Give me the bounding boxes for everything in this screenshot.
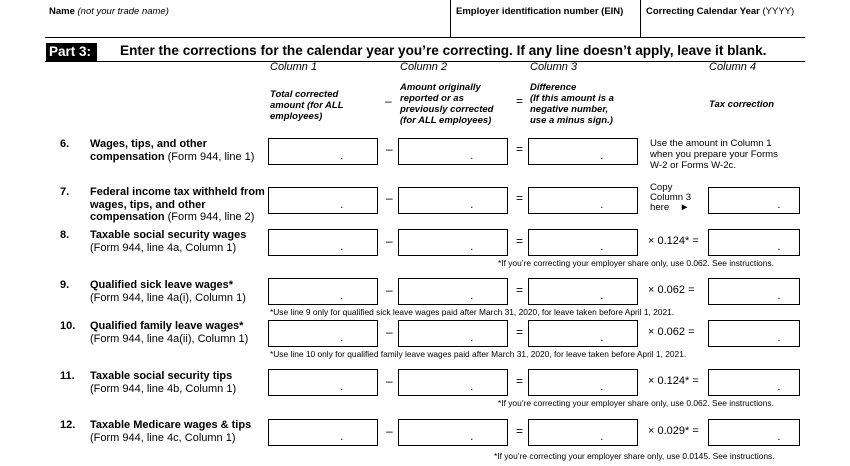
line-7-column-4-input[interactable]: . <box>708 187 800 214</box>
arrow-right-icon: ► <box>679 202 690 213</box>
minus-sign: – <box>386 325 393 339</box>
line-11-multiplier: × 0.124* = <box>648 375 699 387</box>
minus-sign: – <box>386 374 393 388</box>
correcting-year-field[interactable] <box>640 0 805 38</box>
line-8-column-4-input[interactable]: . <box>708 229 800 256</box>
line-12-column-4-input[interactable]: . <box>708 419 800 446</box>
column-4-description: Tax correction <box>709 99 775 110</box>
name-hint: (not your trade name) <box>77 6 169 17</box>
line-10-multiplier: × 0.062 = <box>648 326 695 338</box>
header-row <box>45 0 805 38</box>
line-9-column-4-input[interactable]: . <box>708 278 800 305</box>
column-3-description: Difference (If this amount is a negative number, use a minus sign.) <box>530 82 614 126</box>
line-12-footnote: *If you’re correcting your employer share only, use 0.0145. See instructions. <box>494 451 775 461</box>
line-10-label: Qualified family leave wages* (Form 944, line 4a(ii), Column 1) <box>90 320 249 345</box>
line-7-column-2-input[interactable]: . <box>398 187 508 214</box>
minus-sign: – <box>385 94 392 108</box>
line-10-column-4-input[interactable]: . <box>708 320 800 347</box>
line-number: 7. <box>60 186 70 198</box>
ein-field[interactable] <box>450 0 640 38</box>
line-11-column-3-input[interactable]: . <box>528 369 638 396</box>
minus-sign: – <box>386 191 393 205</box>
line-8-multiplier: × 0.124* = <box>648 235 699 247</box>
line-12-column-2-input[interactable]: . <box>398 419 508 446</box>
equals-sign: = <box>516 142 524 156</box>
equals-sign: = <box>516 325 524 339</box>
line-9-column-2-input[interactable]: . <box>398 278 508 305</box>
line-9-column-1-input[interactable]: . <box>268 278 378 305</box>
part-title: Enter the corrections for the calendar year you’re correcting. If any line doesn’t apply, leave it blank. <box>120 43 767 58</box>
correcting-year-hint: (YYYY) <box>762 6 795 17</box>
line-10-footnote: *Use line 10 only for qualified family leave wages paid after March 31, 2020, for leave taken before April 1, 2021. <box>270 349 687 359</box>
part-badge: Part 3: <box>46 43 97 61</box>
line-11-column-4-input[interactable]: . <box>708 369 800 396</box>
line-11-column-2-input[interactable]: . <box>398 369 508 396</box>
line-9-column-3-input[interactable]: . <box>528 278 638 305</box>
column-1-description: Total corrected amount (for ALL employees) <box>270 89 344 122</box>
column-2-heading: Column 2 <box>400 61 448 73</box>
line-12-multiplier: × 0.029* = <box>648 425 699 437</box>
line-8-label: Taxable social security wages (Form 944, line 4a, Column 1) <box>90 229 247 254</box>
line-number: 8. <box>60 229 70 241</box>
column-1-heading: Column 1 <box>270 61 318 73</box>
correcting-year-label: Correcting Calendar Year <box>646 6 760 17</box>
line-6-column-2-input[interactable]: . <box>398 138 508 165</box>
line-9-multiplier: × 0.062 = <box>648 284 695 296</box>
column-2-description: Amount originally reported or as previously corrected (for ALL employees) <box>400 82 494 126</box>
equals-sign: = <box>516 191 524 205</box>
line-11-label: Taxable social security tips (Form 944, line 4b, Column 1) <box>90 370 237 395</box>
name-label: Name <box>49 6 75 17</box>
line-number: 9. <box>60 279 70 291</box>
line-number: 11. <box>60 370 75 382</box>
line-9-label: Qualified sick leave wages* (Form 944, line 4a(i), Column 1) <box>90 279 246 304</box>
equals-sign: = <box>516 283 524 297</box>
line-number: 10. <box>60 320 76 332</box>
equals-sign: = <box>516 374 524 388</box>
line-12-label: Taxable Medicare wages & tips (Form 944, line 4c, Column 1) <box>90 419 252 444</box>
line-7-column-3-input[interactable]: . <box>528 187 638 214</box>
column-3-heading: Column 3 <box>530 61 578 73</box>
line-10-column-1-input[interactable]: . <box>268 320 378 347</box>
line-7-label: Federal income tax withheld from wages, tips, and other compensation (Form 944, line 2) <box>90 186 265 223</box>
equals-sign: = <box>516 424 524 438</box>
minus-sign: – <box>386 283 393 297</box>
line-10-column-3-input[interactable]: . <box>528 320 638 347</box>
line-8-column-2-input[interactable]: . <box>398 229 508 256</box>
line-12-column-1-input[interactable]: . <box>268 419 378 446</box>
line-10-column-2-input[interactable]: . <box>398 320 508 347</box>
line-7-column-1-input[interactable]: . <box>268 187 378 214</box>
line-11-footnote: *If you’re correcting your employer share only, use 0.062. See instructions. <box>498 398 774 408</box>
line-number: 12. <box>60 419 76 431</box>
name-field[interactable] <box>45 0 450 38</box>
minus-sign: – <box>386 142 393 156</box>
minus-sign: – <box>386 424 393 438</box>
line-8-footnote: *If you’re correcting your employer share only, use 0.062. See instructions. <box>498 258 774 268</box>
line-11-column-1-input[interactable]: . <box>268 369 378 396</box>
line-9-footnote: *Use line 9 only for qualified sick leave wages paid after March 31, 2020, for leave taken before April 1, 2021. <box>270 307 675 317</box>
minus-sign: – <box>386 234 393 248</box>
line-6-label: Wages, tips, and other compensation (Form 944, line 1) <box>90 138 255 163</box>
column-4-heading: Column 4 <box>709 61 757 73</box>
line-7-copy-note: Copy Column 3 here ► <box>650 182 692 213</box>
line-6-note: Use the amount in Column 1 when you prepare your Forms W-2 or Forms W-2c. <box>650 138 778 171</box>
line-6-column-1-input[interactable]: . <box>268 138 378 165</box>
line-12-column-3-input[interactable]: . <box>528 419 638 446</box>
line-8-column-3-input[interactable]: . <box>528 229 638 256</box>
line-8-column-1-input[interactable]: . <box>268 229 378 256</box>
ein-label: Employer identification number (EIN) <box>456 6 624 17</box>
line-6-column-3-input[interactable]: . <box>528 138 638 165</box>
equals-sign: = <box>516 94 524 108</box>
equals-sign: = <box>516 234 524 248</box>
line-number: 6. <box>60 138 70 150</box>
